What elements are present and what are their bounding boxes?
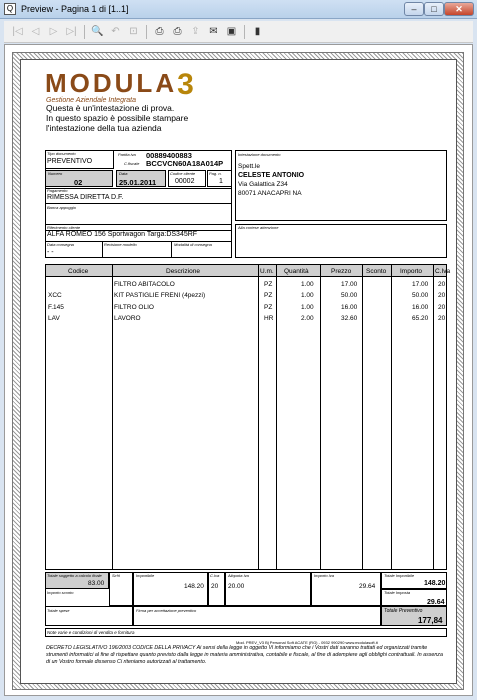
modalita-label: Modalità di consegna [174, 242, 212, 247]
toolbar-separator [84, 25, 85, 39]
export-icon[interactable]: ⇪ [191, 26, 200, 37]
row-descrizione: FILTRO ABITACOLO [114, 281, 175, 288]
email-icon[interactable]: ✉ [209, 26, 218, 37]
toolbar [4, 21, 473, 43]
rif-label: Riferimento cliente [47, 225, 81, 230]
prev-page-icon[interactable]: ◁ [31, 26, 40, 37]
civa-label: C.Iva [210, 573, 220, 578]
codcli-value: 00002 [175, 178, 195, 185]
row-quantita: 1.00 [301, 292, 314, 299]
privacy-notice: DECRETO LEGISLATIVO 196/2003 CODICE DELLA PRIVACY Ai sensi della legge in oggetto Vi informiamo che i Vostri dati saranno trattati ed organizzati tramite strumenti informatici al fine di rispettare quanto previsto dalla legge in materia amministrativa, contabile e fiscale, al fine di adempiere agli obblighi contrattuali. In assenza di un Vostro formale dissenso Ci riteniamo autorizzati al trattamento. [46, 645, 443, 665]
tot-imposta-label: Totale Imposta [384, 590, 411, 595]
table-header-row [45, 264, 447, 277]
sc-label: Sc% [112, 573, 121, 578]
client-street: Via Galattica Z34 [238, 181, 288, 188]
tot-spese-label: Totale soggetto a calcolo finale [47, 573, 102, 578]
rif-value: ALFA ROMEO 156 Sportwagon Targa:DS345RF [47, 231, 198, 238]
col-sconto: Sconto [366, 268, 387, 275]
toolbar-separator [146, 25, 147, 39]
col-descrizione: Descrizione [166, 268, 200, 275]
row-quantita: 1.00 [301, 304, 314, 311]
totale-preventivo-value: 177,84 [418, 616, 443, 625]
row-prezzo: 17.00 [341, 281, 358, 288]
items-table [45, 264, 447, 570]
title-bar [0, 0, 477, 19]
col-divider [362, 264, 363, 570]
intro-line-3: l'intestazione della tua azienda [46, 123, 162, 133]
col-divider [276, 264, 277, 570]
totale-spese-label: Totale spese [47, 608, 70, 613]
revisione-label: Revisione modello [104, 242, 137, 247]
row-codice: LAV [48, 315, 60, 322]
client-label: Intestazione documento [238, 152, 281, 157]
row-quantita: 1.00 [301, 281, 314, 288]
row-importo: 65.20 [412, 315, 429, 322]
intro-line-1: Questa è un'intestazione di prova. [46, 103, 175, 113]
row-codice: XCC [48, 292, 62, 299]
firma-label: Firma per accettazione preventivo [136, 608, 197, 613]
print-setup-icon[interactable]: ⎙ [173, 26, 182, 37]
importo-iva-value: 29.64 [359, 583, 376, 590]
tot-spese-value: 83.00 [88, 580, 105, 587]
row-importo: 17.00 [412, 281, 429, 288]
totale-preventivo-label: Totale Preventivo [384, 608, 423, 614]
col-importo: Importo [400, 268, 423, 275]
note-label: Note varie e condizioni di vendita e fornitura [47, 630, 135, 635]
col-divider [320, 264, 321, 570]
cf-label: C.fiscale [124, 161, 140, 166]
row-civa: 20 [438, 292, 446, 299]
numero-value: 02 [74, 178, 83, 187]
client-city: 80071 ANACAPRI NA [238, 190, 302, 197]
piva-label: Partita iva [118, 152, 136, 157]
col-divider [433, 264, 434, 570]
row-importo: 50.00 [412, 292, 429, 299]
exit-icon[interactable]: ▮ [254, 26, 261, 37]
row-descrizione: FILTRO OLIO [114, 304, 154, 311]
client-name: CELESTE ANTONIO [238, 172, 305, 179]
col-prezzo: Prezzo [331, 268, 352, 275]
pag-label: Pag. n. [209, 171, 222, 176]
consegna-label: Data consegna [47, 242, 74, 247]
col-codice: Codice [68, 268, 89, 275]
last-page-icon[interactable]: ▷| [66, 26, 77, 37]
data-label: Data [119, 171, 128, 176]
mod-footer: Mod. PREV_V3 Bj Personal Soft ACATE (RG) - 0932 990290 www.modulasoft.it [236, 640, 378, 645]
print-icon[interactable]: ⎙ [155, 26, 164, 37]
row-um: HR [264, 315, 274, 322]
maximize-button[interactable]: □ [424, 2, 444, 16]
data-value: 25.01.2011 [119, 178, 157, 187]
row-prezzo: 50.00 [341, 292, 358, 299]
row-descrizione: LAVORO [114, 315, 141, 322]
minimize-button[interactable]: – [404, 2, 424, 16]
col-quantita: Quantità [284, 268, 309, 275]
window-title: Preview - Pagina 1 di [1..1] [21, 4, 129, 14]
aliquota-label: Aliquota Iva [228, 573, 249, 578]
row-um: PZ [264, 281, 273, 288]
pagamento-value: RIMESSA DIRETTA D.F. [47, 194, 124, 201]
imponibile-label: Imponibile [136, 573, 155, 578]
undo-icon[interactable]: ↶ [111, 26, 120, 37]
civa-value: 20 [211, 583, 219, 590]
row-civa: 20 [438, 315, 446, 322]
row-quantita: 2.00 [301, 315, 314, 322]
imponibile-value: 148.20 [184, 583, 204, 590]
col-um: U.m. [260, 268, 274, 275]
cf-value: BCCVCN60A18A014P [146, 159, 224, 168]
tot-imposta-value: 29.64 [427, 599, 445, 606]
app-icon: Q [4, 3, 16, 15]
tot-imponibile-value: 148.20 [424, 580, 446, 587]
aliquota-value: 20.00 [228, 583, 245, 590]
piva-value: 00889400883 [146, 151, 192, 160]
next-page-icon[interactable]: ▷ [49, 26, 58, 37]
attenzione-label: Alla cortese attenzione [238, 225, 279, 230]
col-divider [112, 264, 113, 570]
col-civa: C.Iva [435, 268, 451, 275]
toolbar-separator [244, 25, 245, 39]
tipo-value: PREVENTIVO [47, 158, 93, 165]
banca-label: Banca appoggio [47, 205, 76, 210]
row-descrizione: KIT PASTIGLIE FRENI (4pezzi) [114, 292, 206, 299]
row-prezzo: 16.00 [341, 304, 358, 311]
row-prezzo: 32.60 [341, 315, 358, 322]
col-divider [258, 264, 259, 570]
close-button[interactable]: ✕ [444, 2, 474, 16]
importo-sconto-label: Importo sconto [47, 590, 74, 595]
row-um: PZ [264, 304, 273, 311]
client-salutation: Spett.le [238, 163, 261, 170]
row-civa: 20 [438, 304, 446, 311]
col-divider [391, 264, 392, 570]
zoom-icon[interactable]: 🔍 [91, 26, 104, 37]
numero-label: Numero [48, 171, 63, 176]
codcli-label: Codice cliente [170, 171, 196, 176]
pagamento-label: Pagamento [47, 188, 68, 193]
row-um: PZ [264, 292, 273, 299]
row-codice: F.145 [48, 304, 64, 311]
tot-imponibile-label: Totale Imponibile [384, 573, 415, 578]
row-importo: 16.00 [412, 304, 429, 311]
pag-value: 1 [219, 178, 223, 185]
tipo-label: Tipo documento [47, 151, 76, 156]
page-icon[interactable]: ⊡ [129, 26, 138, 37]
logo-tagline: Gestione Aziendale Integrata [46, 97, 137, 104]
save-icon[interactable]: ▣ [226, 26, 237, 37]
first-page-icon[interactable]: |◁ [12, 26, 23, 37]
importo-iva-label: Importo Iva [314, 573, 335, 578]
company-logo: MODULA3 [45, 68, 197, 101]
row-civa: 20 [438, 281, 446, 288]
intro-line-2: In questo spazio è possibile stampare [46, 113, 189, 123]
consegna-value: - - [47, 249, 54, 256]
